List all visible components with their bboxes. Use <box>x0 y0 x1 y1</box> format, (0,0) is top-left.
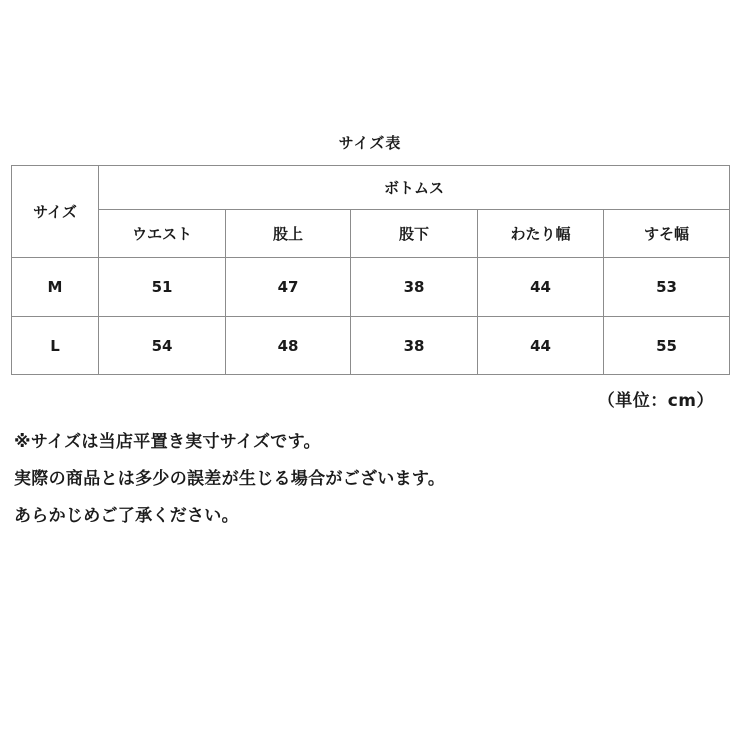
table-cell: 38 <box>351 258 478 317</box>
header-row-group <box>12 166 730 210</box>
row-size-label: L <box>12 317 99 375</box>
table-cell: 53 <box>604 258 730 317</box>
table-title: サイズ表 <box>338 134 402 152</box>
bottoms-group-header: ボトムス <box>99 166 730 210</box>
table-cell: 44 <box>478 317 604 375</box>
row-size-label: M <box>12 258 99 317</box>
header-row-columns <box>12 210 730 258</box>
size-column-header: サイズ <box>12 166 99 258</box>
table-cell: 44 <box>478 258 604 317</box>
note-line: あらかじめご了承ください。 <box>14 506 239 526</box>
table-cell: 47 <box>226 258 351 317</box>
note-line: 実際の商品とは多少の誤差が生じる場合がございます。 <box>14 469 446 489</box>
column-header-rise: 股上 <box>226 210 351 258</box>
column-header-thigh-width: わたり幅 <box>478 210 604 258</box>
table-row <box>12 258 730 317</box>
table-row <box>12 317 730 375</box>
table-cell: 48 <box>226 317 351 375</box>
table-cell: 38 <box>351 317 478 375</box>
table-cell: 51 <box>99 258 226 317</box>
column-header-waist: ウエスト <box>99 210 226 258</box>
unit-note: （単位：cm） <box>597 391 714 411</box>
notes-block <box>14 424 445 535</box>
note-line: ※サイズは当店平置き実寸サイズです。 <box>14 432 321 452</box>
column-header-hem-width: すそ幅 <box>604 210 730 258</box>
table-cell: 54 <box>99 317 226 375</box>
column-header-inseam: 股下 <box>351 210 478 258</box>
size-table <box>11 165 730 375</box>
table-cell: 55 <box>604 317 730 375</box>
